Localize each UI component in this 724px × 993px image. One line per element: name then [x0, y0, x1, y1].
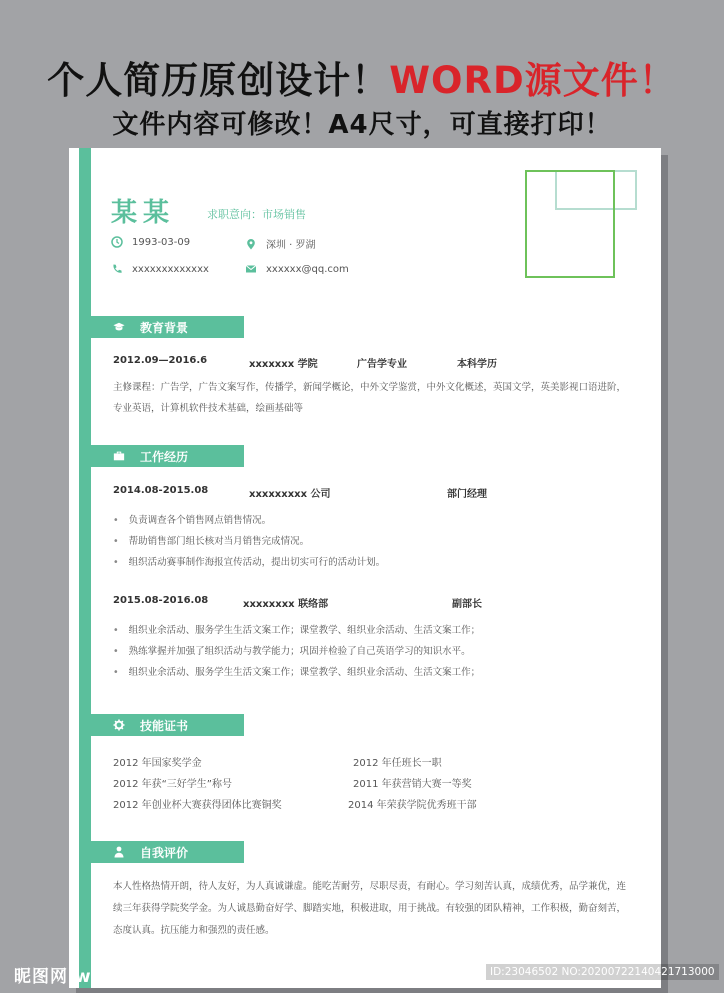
- education-courses: 主修课程：广告学，广告文案写作，传播学，新闻学概论，中外文学鉴赏，中外文化概述，英国文学，英美影视口语进阶，专业英语，计算机软件技术基础，绘画基础等: [113, 382, 627, 414]
- section-header-self: [91, 841, 244, 863]
- job-intent: 求职意向：市场销售: [207, 208, 306, 221]
- job-2-duty: • 组织业余活动、服务学生生活文案工作；课堂教学、组织业余活动、生活文案工作；: [113, 664, 480, 678]
- job-2-duty: • 熟练掌握并加强了组织活动与教学能力；巩固并检验了自己英语学习的知识水平。: [113, 643, 471, 657]
- job-1-duty: • 帮助销售部门组长核对当月销售完成情况。: [113, 533, 309, 547]
- watermark-id: ID:23046502 NO:20200722140421713000: [486, 964, 719, 980]
- briefcase-icon: [113, 450, 125, 462]
- accent-bar: [79, 148, 91, 988]
- watermark-site: 昵图网 www.nipic.com: [14, 967, 233, 987]
- banner-title-red: WORD源文件！: [389, 59, 677, 102]
- certificate-item: 2012 年创业杯大赛获得团体比赛铜奖: [113, 800, 282, 811]
- graduation-cap-icon: [113, 321, 125, 333]
- certificate-item: 2011 年获营销大赛一等奖: [353, 779, 472, 790]
- job-2-position: 副部长: [452, 599, 482, 610]
- phone-number: xxxxxxxxxxxxx: [132, 263, 209, 275]
- section-title-skills: 技能证书: [140, 718, 189, 733]
- self-evaluation-text: 本人性格热情开朗，待人友好，为人真诚谦虚。能吃苦耐劳，尽职尽责，有耐心。学习刻苦认真，成绩优秀，品学兼优，连续三年获得学院奖学金。为人诚恳勤奋好学、脚踏实地，积极进取，用于挑战。有较强的团队精神，工作积极，勤奋刻苦，态度认真。抗压能力和强烈的责任感。: [113, 881, 627, 936]
- section-header-education: [91, 316, 244, 338]
- job-1-period: 2014.08-2015.08: [113, 485, 209, 496]
- birth-date: 1993-03-09: [132, 236, 191, 248]
- education-degree: 本科学历: [457, 359, 497, 370]
- email-address: xxxxxx@qq.com: [266, 263, 349, 275]
- section-header-work: [91, 445, 244, 467]
- section-header-skills: [91, 714, 244, 736]
- gear-icon: [113, 719, 125, 731]
- birth-info: [111, 236, 190, 248]
- resume-page: [69, 148, 661, 988]
- education-period: 2012.09—2016.6: [113, 355, 208, 366]
- certificate-item: 2012 年获“三好学生”称号: [113, 779, 232, 790]
- certificate-item: 2012 年国家奖学金: [113, 758, 202, 769]
- job-2-period: 2015.08-2016.08: [113, 595, 209, 606]
- photo-placeholder: [525, 170, 615, 278]
- mail-icon: [245, 263, 257, 275]
- section-title-work: 工作经历: [140, 449, 189, 464]
- education-school: xxxxxxx 学院: [249, 359, 318, 370]
- certificate-item: 2012 年任班长一职: [353, 758, 442, 769]
- location-text: 深圳 · 罗湖: [266, 240, 316, 251]
- education-major: 广告学专业: [357, 359, 407, 370]
- email-info: [245, 263, 349, 275]
- job-2-company: xxxxxxxx 联络部: [243, 599, 329, 610]
- job-1-position: 部门经理: [447, 489, 487, 500]
- location-info: [245, 236, 316, 251]
- location-pin-icon: [245, 238, 257, 250]
- phone-info: [111, 263, 209, 275]
- certificate-item: 2014 年荣获学院优秀班干部: [348, 800, 477, 811]
- job-1-duty: • 组织活动赛事制作海报宣传活动，提出切实可行的活动计划。: [113, 554, 385, 568]
- job-1-company: xxxxxxxxx 公司: [249, 489, 331, 500]
- banner-title: [0, 50, 724, 104]
- resume-name: 某某: [111, 198, 176, 228]
- banner-subtitle: 文件内容可修改！A4尺寸，可直接打印！: [112, 110, 612, 140]
- section-title-self: 自我评价: [140, 845, 189, 860]
- job-1-duty: • 负责调查各个销售网点销售情况。: [113, 512, 271, 526]
- job-2-duty: • 组织业余活动、服务学生生活文案工作；课堂教学、组织业余活动、生活文案工作；: [113, 622, 480, 636]
- person-icon: [113, 846, 125, 858]
- clock-icon: [111, 236, 123, 248]
- phone-icon: [111, 263, 123, 275]
- section-title-education: 教育背景: [140, 320, 189, 335]
- banner-title-main: 个人简历原创设计！: [47, 59, 390, 102]
